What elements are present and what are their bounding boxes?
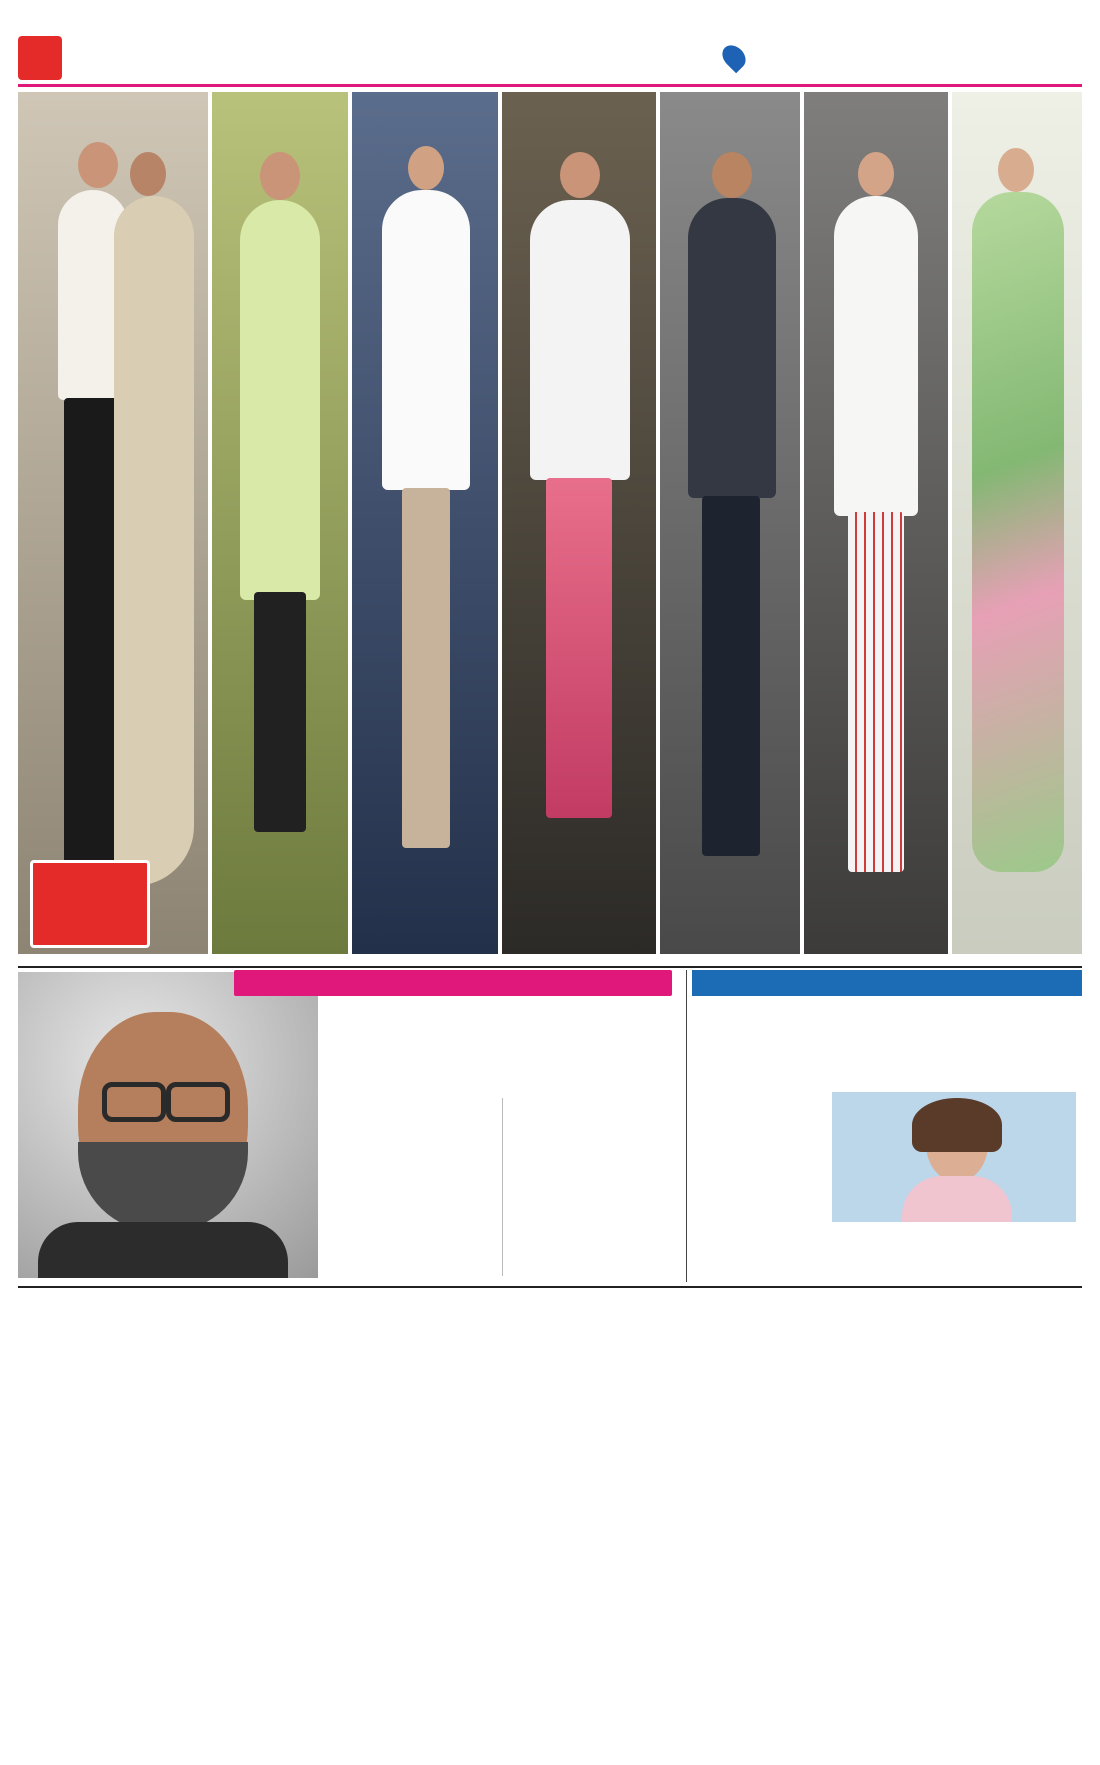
anurag-body-col2 <box>506 1098 680 1276</box>
section-divider-2 <box>18 1286 1082 1288</box>
photo-malaika <box>352 92 498 954</box>
bollywood-diary-badge <box>30 860 150 948</box>
photo-mrunal <box>212 92 348 954</box>
photo-rakul <box>804 92 948 954</box>
samantha-body-col3 <box>958 1226 1080 1280</box>
samantha-body-col1 <box>694 1092 826 1280</box>
photo-nora <box>952 92 1082 954</box>
location-pin-icon <box>718 40 751 73</box>
photo-jackky <box>660 92 800 954</box>
photo-ekta <box>502 92 656 954</box>
photo-anurag <box>18 972 318 1278</box>
samantha-body-col2 <box>832 1226 952 1280</box>
samantha-kicker <box>692 970 1082 996</box>
photo-ishaan-tara <box>18 92 208 954</box>
vertical-divider <box>686 970 687 1282</box>
page-number <box>18 36 62 80</box>
photo-samantha <box>832 1092 1076 1222</box>
anurag-body-col1 <box>324 1098 498 1276</box>
newspaper-logo[interactable] <box>718 38 752 73</box>
column-rule <box>502 1098 503 1276</box>
anurag-kicker <box>234 970 672 996</box>
masthead-rule <box>18 84 1082 87</box>
section-divider <box>18 966 1082 968</box>
